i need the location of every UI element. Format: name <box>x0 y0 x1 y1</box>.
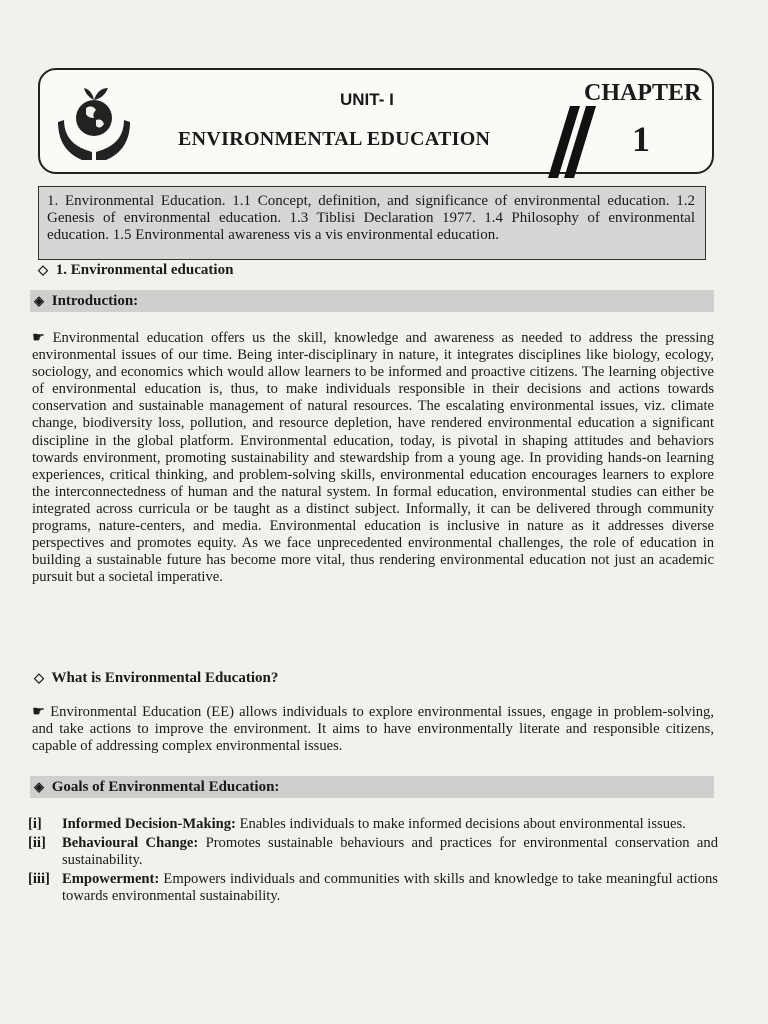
goal-text <box>62 816 718 834</box>
goal-description: Empowers individuals and communities with skills and knowledge to take meaningful actions towards environmental sustainability. <box>62 870 718 904</box>
list-item <box>28 871 718 906</box>
globe-in-hands-icon <box>56 80 132 162</box>
what-is-ee-heading <box>30 670 278 687</box>
list-item <box>28 816 718 834</box>
what-is-ee-heading-text: What is Environmental Education? <box>51 670 279 686</box>
pointer-icon: ☛ <box>32 330 46 346</box>
introduction-paragraph <box>32 330 714 586</box>
goal-description: Enables individuals to make informed decisions about environmental issues. <box>239 816 686 832</box>
introduction-text: Environmental education offers us the skill, knowledge and awareness as needed to address the pressing environmental issues of our time. Being inter-disciplinary in nature, it integrates disciplines like biology, ecology, sociology, and economics which would allow learners to be informed and proactive citizens. The learning objective of environmental education is, thus, to make individuals responsible in their decisions and actions towards conservation and sustainable management of natural resources. The escalating environmental issues, viz. climate change, biodiversity loss, pollution, and resource depletion, have rendered environmental education a significant discipline in the global platform. Environmental education, today, is pivotal in shaping attitudes and behaviors towards environment, promoting sustainability and stewardship from a young age. In providing hands-on learning experiences, critical thinking, and problem-solving skills, environmental education encourages learners to explore the interconnectedness of human and the natural system. In formal education, environmental studies can either be integrated across curricula or be taught as a distinct subject. Informally, it can be delivered through community programs, nature-centers, and media. Environmental education is inclusive in nature as it addresses diverse perspectives and promotes equity. As we face unprecedented environmental challenges, the role of education in building a sustainable future has become more vital, thus rendering environmental education not just an academic pursuit but a societal imperative. <box>32 330 714 586</box>
goal-number: [ii] <box>28 834 46 851</box>
what-is-ee-text: Environmental Education (EE) allows individuals to explore environmental issues, engage in problem-solving, and take actions to improve the environment. It aims to have environmentally literate and responsible citizens, capable of addressing complex environmental issues. <box>32 704 714 755</box>
pointer-icon: ☛ <box>32 704 46 720</box>
double-slash-decoration <box>548 106 608 178</box>
goal-number: [i] <box>28 816 42 832</box>
goals-heading: Goals of Environmental Education: <box>51 779 280 795</box>
hollow-diamond-icon: ◇ <box>38 262 48 277</box>
goals-heading-bar <box>30 776 714 798</box>
list-item <box>28 835 718 870</box>
chapter-title: ENVIRONMENTAL EDUCATION <box>178 128 491 150</box>
hollow-diamond-icon: ◇ <box>34 670 44 685</box>
goal-term: Empowerment: <box>62 870 160 887</box>
chapter-number: 1 <box>632 119 650 159</box>
goal-text <box>62 871 718 906</box>
filled-diamond-icon: ◈ <box>34 293 44 308</box>
goal-text <box>62 835 718 870</box>
goal-number: [iii] <box>28 870 50 887</box>
chapter-contents-text: 1. Environmental Education. 1.1 Concept, definition, and significance of environmental education. 1.2 Genesis of environmental education. 1.3 Tiblisi Declaration 1977. 1.4 Philosophy of environmental education. 1.5 Environmental awareness vis a vis environmental education. <box>47 193 695 243</box>
unit-label: UNIT- I <box>340 90 394 109</box>
filled-diamond-icon: ◈ <box>34 779 44 794</box>
goal-description: Promotes sustainable behaviours and practices for environmental conservation and sustainability. <box>62 834 718 868</box>
section-heading-text: 1. Environmental education <box>55 262 234 278</box>
chapter-contents-box <box>38 186 706 260</box>
what-is-ee-paragraph <box>32 704 714 755</box>
introduction-heading-bar <box>30 290 714 312</box>
goal-term: Behavioural Change: <box>62 834 199 851</box>
goals-list <box>28 816 718 907</box>
introduction-heading: Introduction: <box>51 293 139 309</box>
goal-term: Informed Decision-Making: <box>62 816 236 832</box>
section-heading-environmental-education <box>34 262 233 279</box>
chapter-label: CHAPTER <box>584 80 702 106</box>
